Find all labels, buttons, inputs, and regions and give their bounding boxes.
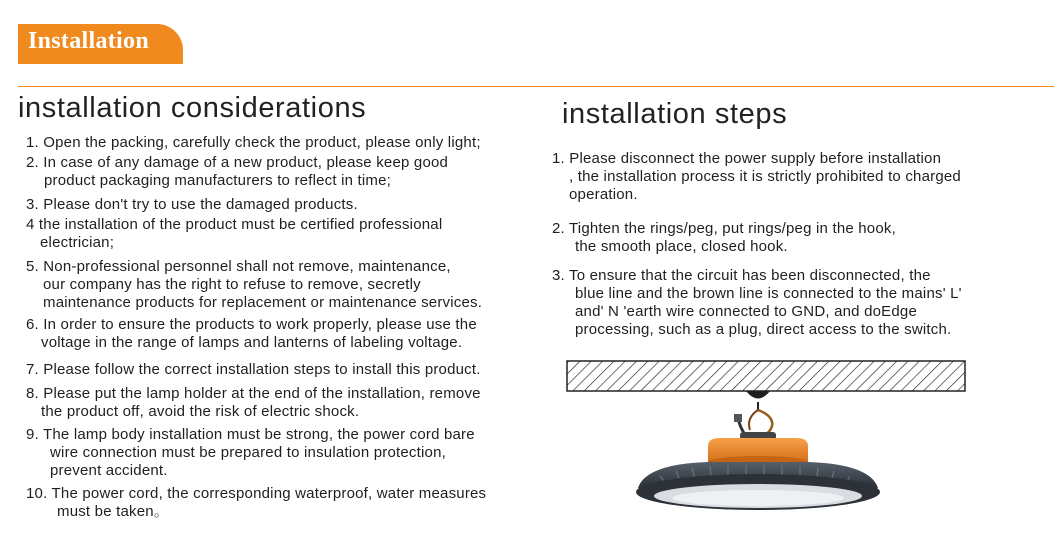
step-item-line: 3. To ensure that the circuit has been disconnected, the xyxy=(552,267,931,284)
high-bay-lamp xyxy=(636,432,880,510)
consideration-item xyxy=(26,485,486,521)
consideration-item-line: the product off, avoid the risk of electric shock. xyxy=(41,403,360,420)
consideration-item-line: 7. Please follow the correct installation steps to install this product. xyxy=(26,361,481,378)
consideration-item xyxy=(26,426,475,480)
consideration-item xyxy=(26,216,442,252)
consideration-item xyxy=(26,196,358,214)
ceiling-illustration xyxy=(567,361,965,391)
consideration-item-line: 10. The power cord, the corresponding waterproof, water measures xyxy=(26,485,487,502)
consideration-item-line: 8. Please put the lamp holder at the end of the installation, remove xyxy=(26,385,481,402)
consideration-item xyxy=(26,361,481,379)
consideration-item-line: 6. In order to ensure the products to work properly, please use the xyxy=(26,316,477,333)
consideration-item xyxy=(26,385,481,421)
consideration-item-line: voltage in the range of lamps and lanterns of labeling voltage. xyxy=(41,334,463,351)
step-item-line: operation. xyxy=(569,186,638,203)
section-title: Installation xyxy=(28,28,149,54)
step-item-line: and' N 'earth wire connected to GND, and doEdge xyxy=(575,303,917,320)
consideration-item xyxy=(26,258,482,312)
consideration-item-line: electrician; xyxy=(40,234,115,251)
step-item-line: 1. Please disconnect the power supply before installation xyxy=(552,150,942,167)
installation-illustration xyxy=(560,358,980,528)
divider-line xyxy=(18,86,1054,87)
steps-heading: installation steps xyxy=(562,98,788,130)
step-item-line: 2. Tighten the rings/peg, put rings/peg in the hook, xyxy=(552,220,896,237)
consideration-item-line: maintenance products for replacement or maintenance services. xyxy=(43,294,483,311)
step-item-line: blue line and the brown line is connected to the mains' L' xyxy=(575,285,962,302)
ceiling-hook xyxy=(746,391,770,410)
consideration-item-line: our company has the right to refuse to remove, secretly xyxy=(43,276,421,293)
consideration-item-line: prevent accident. xyxy=(50,462,168,479)
consideration-item-line: 2. In case of any damage of a new product, please keep good xyxy=(26,154,449,171)
section-banner xyxy=(18,24,183,64)
consideration-item xyxy=(26,316,477,352)
step-item-line: processing, such as a plug, direct access to the switch. xyxy=(575,321,952,338)
consideration-item-line: 4 the installation of the product must be certified professional xyxy=(26,216,443,233)
consideration-item-line: 1. Open the packing, carefully check the product, please only light; xyxy=(26,134,481,151)
consideration-item-line: 3. Please don't try to use the damaged products. xyxy=(26,196,358,213)
consideration-item xyxy=(26,154,448,190)
step-item xyxy=(552,220,896,256)
step-item-line: the smooth place, closed hook. xyxy=(575,238,788,255)
consideration-item-line: product packaging manufacturers to reflect in time; xyxy=(44,172,392,189)
consideration-item-line: wire connection must be prepared to insulation protection, xyxy=(50,444,446,461)
considerations-heading: installation considerations xyxy=(18,92,367,124)
consideration-item xyxy=(26,134,481,152)
step-item xyxy=(552,267,962,339)
step-item xyxy=(552,150,961,204)
step-item-line: , the installation process it is strictly prohibited to charged xyxy=(569,168,961,185)
consideration-item-line: 5. Non-professional personnel shall not remove, maintenance, xyxy=(26,258,451,275)
consideration-item-line: must be taken。 xyxy=(57,503,170,520)
consideration-item-line: 9. The lamp body installation must be strong, the power cord bare xyxy=(26,426,475,443)
